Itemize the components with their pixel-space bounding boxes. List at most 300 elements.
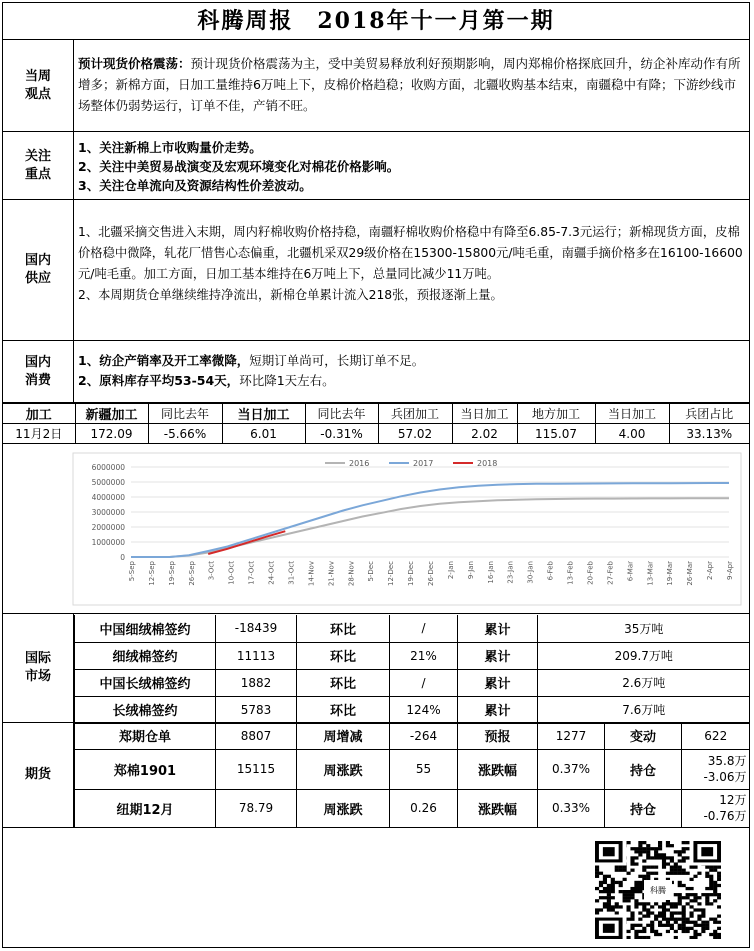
qr-module	[662, 856, 666, 859]
qr-module	[627, 890, 631, 893]
qr-module	[607, 896, 611, 899]
qr-module	[701, 921, 705, 924]
qr-module	[686, 847, 690, 850]
qr-module	[713, 890, 717, 893]
qr-module	[697, 924, 701, 927]
qr-module	[615, 869, 619, 872]
qr-module	[701, 915, 705, 918]
international-cell: 细绒棉签约	[75, 642, 216, 669]
qr-module	[674, 905, 678, 908]
qr-module	[646, 847, 650, 850]
qr-module	[627, 899, 631, 902]
chart-x-tick: 5-Sep	[128, 561, 136, 582]
futures-hold-1: 35.8万	[707, 754, 747, 768]
qr-module	[623, 878, 627, 881]
qr-module	[646, 924, 650, 927]
qr-module	[662, 918, 666, 921]
qr-module	[650, 856, 654, 859]
qr-module	[717, 872, 721, 875]
qr-module	[634, 847, 638, 850]
processing-value: 57.02	[378, 424, 452, 444]
qr-module	[674, 902, 678, 905]
qr-module	[701, 908, 705, 911]
qr-module	[650, 921, 654, 924]
qr-module	[611, 890, 615, 893]
futures-row-1	[75, 723, 750, 749]
qr-module	[717, 878, 721, 881]
qr-module	[678, 911, 682, 914]
qr-module	[678, 859, 682, 862]
qr-module	[642, 841, 646, 844]
qr-module	[658, 933, 662, 936]
qr-module	[615, 902, 619, 905]
futures-hold-2: 12万	[719, 793, 747, 807]
qr-module	[595, 869, 599, 872]
consumption-section	[3, 341, 749, 403]
outlook-lead: 预计现货价格震荡：	[78, 56, 191, 71]
qr-module	[709, 884, 713, 887]
qr-module	[603, 887, 607, 890]
chart-y-tick: 1000000	[91, 538, 125, 547]
qr-module	[630, 887, 634, 890]
focus-label-text: 关注 重点	[24, 148, 51, 182]
qr-module	[642, 850, 646, 853]
chart-x-tick: 26-Sep	[187, 561, 196, 586]
qr-module	[599, 884, 603, 887]
qr-module	[638, 911, 642, 914]
qr-module	[611, 884, 615, 887]
qr-module	[642, 902, 646, 905]
qr-module	[678, 899, 682, 902]
qr-module	[670, 872, 674, 875]
qr-module	[666, 872, 670, 875]
qr-module	[630, 890, 634, 893]
international-row	[75, 696, 750, 723]
qr-module	[607, 887, 611, 890]
qr-module	[615, 911, 619, 914]
qr-module	[670, 927, 674, 930]
qr-module	[658, 915, 662, 918]
qr-module	[693, 866, 697, 869]
qr-module	[638, 936, 642, 939]
qr-module	[686, 918, 690, 921]
qr-module	[658, 911, 662, 914]
qr-code[interactable]	[595, 841, 721, 939]
qr-module	[638, 884, 642, 887]
qr-module	[670, 905, 674, 908]
qr-module	[607, 875, 611, 878]
qr-module	[686, 841, 690, 844]
international-row	[75, 642, 750, 669]
chart-y-tick: 6000000	[91, 463, 125, 472]
qr-module	[611, 908, 615, 911]
futures-row-2	[75, 749, 750, 789]
qr-module	[634, 902, 638, 905]
qr-module	[627, 905, 631, 908]
qr-module	[634, 856, 638, 859]
qr-module	[623, 896, 627, 899]
qr-module	[690, 936, 694, 939]
qr-module	[630, 893, 634, 896]
qr-module	[595, 872, 599, 875]
qr-module	[709, 869, 713, 872]
qr-module	[638, 924, 642, 927]
qr-module	[678, 853, 682, 856]
international-cell: 35万吨	[538, 615, 750, 642]
qr-module	[713, 866, 717, 869]
qr-module	[705, 893, 709, 896]
chart-x-tick: 23-Jan	[506, 561, 515, 584]
international-cell: 累计	[458, 615, 538, 642]
qr-module	[638, 844, 642, 847]
processing-header: 加工	[3, 404, 75, 424]
qr-module	[646, 872, 650, 875]
international-cell: /	[390, 669, 458, 696]
qr-module	[634, 933, 638, 936]
qr-module	[705, 866, 709, 869]
qr-module	[674, 911, 678, 914]
qr-module	[603, 890, 607, 893]
qr-module	[607, 905, 611, 908]
qr-module	[607, 893, 611, 896]
qr-module	[701, 924, 705, 927]
qr-module	[682, 905, 686, 908]
qr-module	[686, 921, 690, 924]
qr-module	[674, 930, 678, 933]
futures-cell: 涨跌幅	[458, 749, 538, 789]
futures-cell: 周涨跌	[297, 789, 390, 827]
qr-module	[682, 924, 686, 927]
qr-module	[630, 915, 634, 918]
processing-value-row	[3, 424, 749, 444]
qr-module	[713, 930, 717, 933]
qr-module	[678, 924, 682, 927]
qr-module	[690, 905, 694, 908]
international-cell: 209.7万吨	[538, 642, 750, 669]
qr-module	[654, 853, 658, 856]
qr-module	[630, 847, 634, 850]
qr-module	[693, 924, 697, 927]
qr-module	[646, 850, 650, 853]
futures-cell: 周增减	[297, 723, 390, 749]
qr-module	[697, 933, 701, 936]
qr-module	[713, 921, 717, 924]
outlook-body	[74, 40, 749, 131]
qr-module	[697, 902, 701, 905]
qr-module	[701, 893, 705, 896]
international-cell: 21%	[390, 642, 458, 669]
chart-legend-label: 2016	[349, 459, 370, 468]
qr-module	[611, 878, 615, 881]
chart-svg	[3, 447, 749, 613]
qr-module	[709, 887, 713, 890]
qr-module	[670, 856, 674, 859]
qr-module	[705, 902, 709, 905]
qr-module	[642, 908, 646, 911]
international-cell: 124%	[390, 696, 458, 723]
chart-x-tick: 31-Oct	[287, 561, 296, 585]
qr-module	[674, 921, 678, 924]
qr-module	[697, 918, 701, 921]
qr-module	[697, 908, 701, 911]
qr-module	[658, 856, 662, 859]
qr-module	[611, 896, 615, 899]
qr-module	[705, 896, 709, 899]
qr-module	[713, 869, 717, 872]
qr-module	[634, 890, 638, 893]
chart-x-tick: 9-Apr	[726, 561, 734, 580]
outlook-label	[3, 40, 74, 131]
futures-cell: 15115	[216, 749, 297, 789]
qr-module	[650, 924, 654, 927]
qr-module	[662, 859, 666, 862]
chart-x-tick: 13-Feb	[566, 561, 575, 585]
futures-cell	[682, 749, 750, 789]
qr-module	[603, 875, 607, 878]
qr-module	[717, 905, 721, 908]
qr-module	[662, 866, 666, 869]
qr-module	[682, 859, 686, 862]
qr-module	[623, 893, 627, 896]
qr-module	[686, 856, 690, 859]
supply-label-text: 国内 供应	[24, 253, 51, 286]
qr-finder-center	[603, 847, 615, 856]
qr-module	[713, 887, 717, 890]
qr-module	[674, 869, 678, 872]
qr-module	[607, 884, 611, 887]
qr-module	[595, 908, 599, 911]
qr-module	[627, 872, 631, 875]
processing-header: 当日加工	[222, 404, 305, 424]
qr-module	[713, 899, 717, 902]
qr-module	[662, 915, 666, 918]
qr-module	[701, 930, 705, 933]
qr-module	[619, 866, 623, 869]
outlook-text: 预计现货价格震荡为主，受中美贸易释放利好预期影响，周内郑棉价格探底回升，纺企补库动作有所增多；新棉方面，日加工量维持6万吨上下，皮棉价格趋稳；收购方面，北疆收购基本结束，南疆稳中有降；下游纱线市场整体仍弱势运行，订单不佳，产销不旺。	[78, 56, 741, 113]
processing-value: 172.09	[75, 424, 148, 444]
qr-module	[666, 902, 670, 905]
qr-module	[674, 918, 678, 921]
chart-y-tick: 0	[120, 553, 125, 562]
qr-module	[634, 930, 638, 933]
qr-module	[630, 862, 634, 865]
report-title: 科腾周报 2018年十一月第一期	[3, 3, 749, 40]
qr-module	[670, 866, 674, 869]
qr-module	[658, 853, 662, 856]
processing-header: 同比去年	[305, 404, 378, 424]
qr-module	[646, 866, 650, 869]
qr-module	[642, 930, 646, 933]
consumption-label	[3, 341, 74, 402]
qr-module	[638, 881, 642, 884]
futures-cell: 8807	[216, 723, 297, 749]
focus-label	[3, 132, 74, 199]
qr-module	[709, 875, 713, 878]
qr-module	[690, 878, 694, 881]
qr-module	[630, 856, 634, 859]
qr-module	[642, 847, 646, 850]
qr-module	[678, 884, 682, 887]
qr-module	[709, 918, 713, 921]
futures-hold-change-2: -0.76万	[703, 809, 747, 823]
qr-module	[646, 875, 650, 878]
qr-module	[646, 915, 650, 918]
qr-module	[713, 918, 717, 921]
supply-body	[74, 200, 749, 340]
chart-x-tick: 3-Oct	[207, 561, 216, 581]
qr-module	[654, 850, 658, 853]
futures-cell: 纽期12月	[75, 789, 216, 827]
focus-body	[74, 132, 749, 199]
qr-module	[630, 924, 634, 927]
qr-module	[717, 915, 721, 918]
qr-module	[662, 902, 666, 905]
qr-module	[678, 893, 682, 896]
qr-module	[634, 862, 638, 865]
qr-module	[693, 921, 697, 924]
qr-module	[611, 905, 615, 908]
qr-module	[701, 927, 705, 930]
qr-module	[705, 872, 709, 875]
qr-module	[630, 859, 634, 862]
qr-module	[638, 875, 642, 878]
international-cell: 中国细绒棉签约	[75, 615, 216, 642]
international-cell: 累计	[458, 642, 538, 669]
qr-module	[705, 899, 709, 902]
international-row	[75, 615, 750, 642]
qr-module	[666, 844, 670, 847]
qr-module	[646, 908, 650, 911]
qr-module	[654, 866, 658, 869]
consumption-body	[74, 341, 749, 402]
qr-module	[670, 902, 674, 905]
international-cell: 环比	[297, 696, 390, 723]
international-cell: 7.6万吨	[538, 696, 750, 723]
consumption-item-2	[78, 371, 745, 391]
chart-x-tick: 2-Apr	[706, 561, 715, 580]
international-cell: -18439	[216, 615, 297, 642]
qr-module	[658, 847, 662, 850]
qr-module	[678, 869, 682, 872]
qr-module	[717, 893, 721, 896]
qr-module	[666, 841, 670, 844]
qr-module	[654, 902, 658, 905]
outlook-section	[3, 40, 749, 132]
chart-x-tick: 6-Mar	[626, 561, 635, 582]
qr-module	[627, 841, 631, 844]
qr-module	[623, 869, 627, 872]
chart-x-tick: 19-Mar	[666, 561, 675, 586]
qr-module	[638, 841, 642, 844]
supply-label	[3, 200, 74, 340]
qr-module	[705, 875, 709, 878]
chart-x-tick: 2-Jan	[446, 561, 455, 580]
qr-module	[682, 921, 686, 924]
qr-module	[630, 911, 634, 914]
qr-module	[713, 881, 717, 884]
chart-x-tick: 30-Jan	[526, 561, 535, 584]
chart-series-line-2018	[208, 531, 285, 554]
chart-x-tick: 27-Feb	[606, 561, 615, 585]
qr-module	[595, 875, 599, 878]
processing-header: 同比去年	[148, 404, 222, 424]
qr-module	[603, 878, 607, 881]
processing-header: 新疆加工	[75, 404, 148, 424]
consumption-item-1-lead: 1、纺企产销率及开工率微降，	[78, 353, 250, 368]
qr-module	[630, 927, 634, 930]
qr-module	[642, 927, 646, 930]
qr-module	[634, 899, 638, 902]
focus-item-1: 1、关注新棉上市收购量价走势。	[78, 140, 262, 155]
international-table	[74, 615, 750, 724]
qr-module	[654, 847, 658, 850]
qr-module	[619, 884, 623, 887]
report-sheet	[2, 2, 750, 948]
qr-module	[705, 887, 709, 890]
chart-x-tick: 26-Mar	[686, 561, 695, 586]
international-cell: 累计	[458, 696, 538, 723]
qr-module	[709, 933, 713, 936]
qr-module	[682, 930, 686, 933]
qr-module	[623, 899, 627, 902]
qr-module	[638, 853, 642, 856]
qr-module	[678, 918, 682, 921]
qr-module	[693, 875, 697, 878]
chart-x-tick: 26-Dec	[427, 561, 435, 586]
qr-module	[619, 905, 623, 908]
qr-module	[650, 911, 654, 914]
qr-module	[658, 924, 662, 927]
qr-module	[646, 856, 650, 859]
chart-x-tick: 14-Nov	[307, 561, 316, 587]
processing-value: 115.07	[517, 424, 595, 444]
qr-module	[642, 869, 646, 872]
chart-x-tick: 28-Nov	[347, 561, 356, 587]
qr-module	[690, 887, 694, 890]
qr-module	[709, 878, 713, 881]
qr-module	[682, 908, 686, 911]
qr-module	[646, 853, 650, 856]
qr-module	[658, 844, 662, 847]
qr-module	[646, 911, 650, 914]
qr-module	[662, 853, 666, 856]
qr-module	[634, 850, 638, 853]
qr-module	[627, 930, 631, 933]
chart-x-tick: 10-Oct	[227, 561, 236, 585]
qr-module	[690, 915, 694, 918]
qr-module	[713, 884, 717, 887]
qr-module	[666, 930, 670, 933]
qr-module	[678, 866, 682, 869]
qr-module	[678, 927, 682, 930]
qr-module	[713, 893, 717, 896]
qr-module	[642, 859, 646, 862]
qr-module	[709, 893, 713, 896]
qr-module	[603, 902, 607, 905]
qr-module	[666, 862, 670, 865]
futures-cell: 1277	[538, 723, 605, 749]
qr-module	[638, 850, 642, 853]
qr-module	[682, 869, 686, 872]
processing-value: 4.00	[595, 424, 669, 444]
qr-module	[682, 915, 686, 918]
qr-finder-center	[603, 924, 615, 933]
chart-y-tick: 5000000	[91, 478, 125, 487]
qr-module	[678, 872, 682, 875]
qr-module	[697, 872, 701, 875]
qr-module	[674, 862, 678, 865]
qr-module	[686, 896, 690, 899]
